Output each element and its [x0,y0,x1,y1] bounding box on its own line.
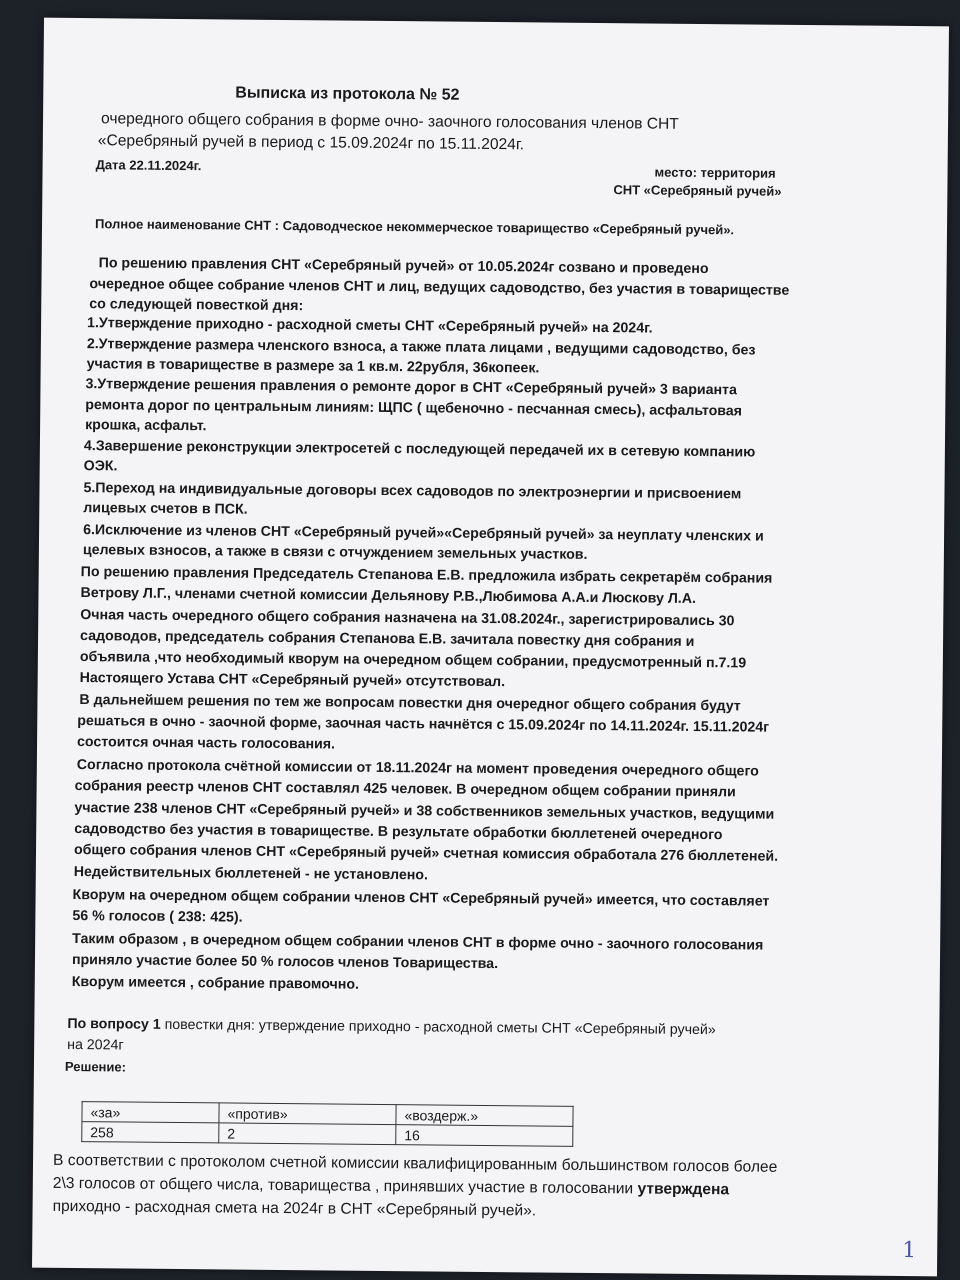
place-line-2: СНТ «Серебряный ручей» [613,182,782,199]
body-line: Ветрову Л.Г., членами счетной комиссии Дельянову Р.В.,Любимова А.А.и Люскову Л.А. [80,585,697,607]
votes-value-against: 2 [219,1123,396,1145]
body-line: состоится очная часть голосования. [76,734,336,753]
body-line: 56 % голосов ( 238: 425). [72,907,243,926]
votes-header-for: «за» [82,1102,219,1123]
votes-header-against: «против» [219,1103,396,1125]
body-line: Кворум на очередном общем собрании членов СНТ «Серебряный ручей» имеется, что составляет [72,887,770,910]
body-line: участия в товариществе в размере за 1 кв.м. 22рубля, 36копеек. [86,356,540,377]
body-line: 3.Утверждение решения правления о ремонте дорог в СНТ «Серебряный ручей» 3 варианта [85,376,738,399]
body-line: крошка, асфальт. [85,417,207,435]
body-line: объявила ,что необходимый кворум на очередном общем собрании, предусмотренный п.7.19 [79,649,747,672]
body-line: ремонта дорог по центральным линиям: ЩПС ( щебеночно - песчанная смесь), асфальтовая [85,397,743,420]
body-line: приняло участие более 50 % голосов членов Товарищества. [71,951,499,973]
handwritten-page-number: 1 [902,1237,917,1264]
conclusion-line-3: приходно - расходная смета на 2024г в СНТ «Серебряный ручей». [52,1197,537,1220]
body-line: собрания реестр членов СНТ составлял 425 человек. В очередном общем собрании приняли [74,778,736,801]
question-text: повестки дня: утверждение приходно - расходной сметы СНТ «Серебряный ручей» [160,1016,716,1039]
body-line: ОЭК. [83,458,118,475]
body-line: 2.Утверждение размера членского взноса, а также плата лицами , ведущими садоводство, без [86,336,756,359]
body-line: Таким образом , в очередном общем собрании членов СНТ в форме очно - заочного голосования [72,930,764,954]
body-line: очередное общее собрание членов СНТ и лиц, ведущих садоводство, без участия в товариществе [89,276,790,299]
body-line: По решению правления СНТ «Серебряный ручей» от 10.05.2024г созвано и проведено [98,255,709,278]
document-title: Выписка из протокола № 52 [235,84,460,104]
body-line: Настоящего Устава СНТ «Серебряный ручей» отсутствовал. [79,670,506,691]
body-line: По решению правления Председатель Степанова Е.В. предложила избрать секретарём собрания [80,564,773,587]
place-line-1: место: территория [654,164,776,181]
conclusion-line-1: В соответствии с протоколом счетной комиссии квалифицированным большинством голосов более [52,1151,778,1176]
body-line: целевых взносов, а также в связи с отчуждением земельных участков. [82,542,588,563]
full-name: Полное наименование СНТ : Садоводческое некоммерческое товарищество «Серебряный ручей». [94,216,735,238]
body-line: Очная часть очередного общего собрания назначена на 31.08.2024г., зарегистрировались 30 [80,607,735,630]
votes-table [81,1101,573,1147]
body-line: решаться в очно - заочной форме, заочная часть начнётся с 15.09.2024г по 14.11.2024г. 15.11.2024г [77,713,770,736]
body-line: Кворум имеется , собрание правомочно. [71,973,360,993]
conclusion-approved: утверждена [637,1180,730,1199]
document-page [32,18,949,1277]
question-prefix: По вопросу 1 [67,1015,161,1033]
body-line: Недействительных бюллетеней - не установлено. [73,864,429,884]
body-line: 6.Исключение из членов СНТ «Серебряный ручей»«Серебряный ручей» за неуплату членских и [83,522,764,545]
document-date: Дата 22.11.2024г. [95,157,202,174]
votes-value-row [82,1122,573,1147]
votes-value-abstain: 16 [396,1125,573,1147]
votes-value-for: 258 [82,1122,219,1143]
body-line: В дальнейшем решения по тем же вопросам повестки дня очередног общего собрания будут [79,692,741,715]
body-line: садоводов, председатель собрания Степанова Е.В. зачитала повестку дня собрания и [80,628,695,650]
decision-label: Решение: [64,1058,127,1075]
votes-header-abstain: «воздерж.» [396,1105,573,1127]
question-line [67,1015,716,1039]
body-line: садоводство без участия в товариществе. В результате обработки бюллетеней очередного [74,821,723,844]
conclusion-line-2-text: 2\3 голосов от общего числа, товарищества , принявших участие в голосовании [52,1174,638,1198]
body-line: участие 238 членов СНТ «Серебряный ручей» и 38 собственников земельных участков, ведущими [74,800,775,823]
body-line: со следующей повесткой дня: [89,296,304,315]
body-line: 5.Переход на индивидуальные договоры всех садоводов по электроэнергии и присвоением [83,480,742,503]
document-subtitle: очередного общего собрания в форме очно- заочного голосования членов СНТ [100,110,679,133]
body-line: общего собрания членов СНТ «Серебряный ручей» счетная комиссия обработала 276 бюллетеней. [73,842,779,865]
document-subtitle-2: «Серебряный ручей в период с 15.09.2024г по 15.11.2024г. [97,132,525,154]
conclusion-line-2 [53,1175,729,1199]
body-line: 1.Утверждение приходно - расходной сметы СНТ «Серебряный ручей» на 2024г. [87,315,653,337]
body-line: лицевых счетов в ПСК. [83,500,248,518]
body-line: Согласно протокола счётной комиссии от 18.11.2024г на момент проведения очередного общего [76,757,759,780]
body-line: 4.Завершение реконструкции электросетей с последующей передачей их в сетевую компанию [83,438,756,461]
question-line-2: на 2024г [67,1036,124,1054]
